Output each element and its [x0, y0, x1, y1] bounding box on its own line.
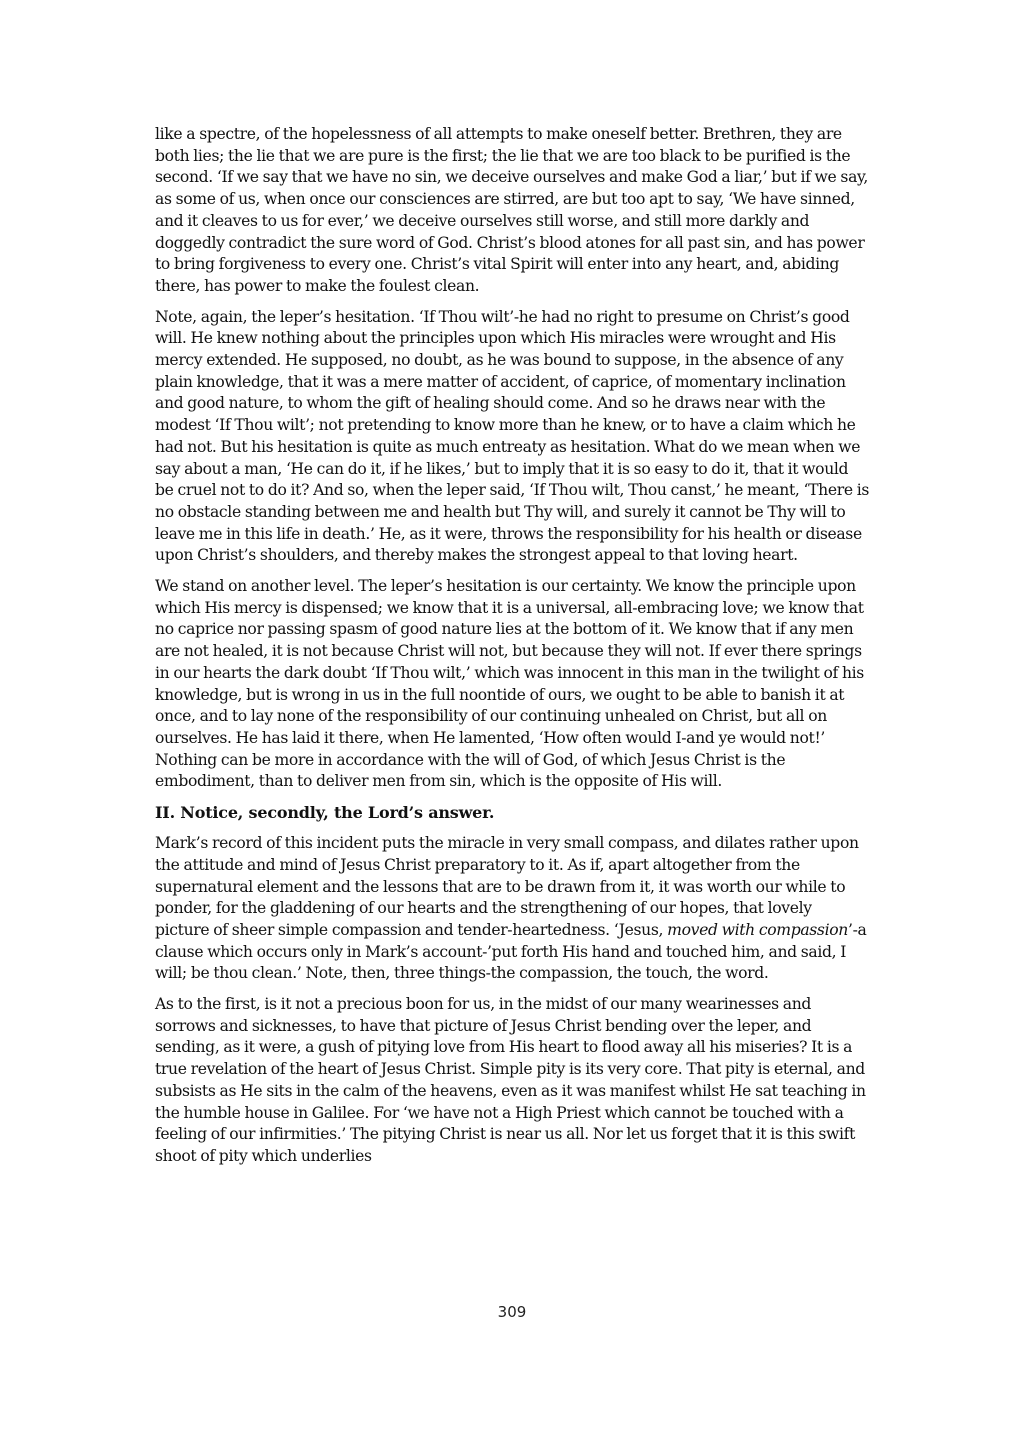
paragraph-5: As to the first, is it not a precious boon for us, in the midst of our many wearinesses and sorrows and sicknesses, to have that picture of Jesus Christ bending over the leper, and sending, as it were, a gush of pitying love from His heart to flood away all his miseries? It is a true revelation of the heart of Jesus Christ. Simple pity is its very core. That pity is eternal, and subsists as He sits in the calm of the heavens, even as it was manifest whilst He sat teaching in the humble house in Galilee. For ‘we have not a High Priest which cannot be touched with a feeling of our infirmities.’ The pitying Christ is near us all. Nor let us forget that it is this swift shoot of pity which underlies: [155, 995, 866, 1165]
paragraph-4-text-end: ’-a clause which occurs only in Mark’s account-’put forth His hand and touched him, and said, I will; be thou clean.’ Note, then, three things-the compassion, the touch, the word.: [155, 920, 867, 983]
paragraph-2: Note, again, the leper’s hesitation. ‘If Thou wilt’-he had no right to presume on Christ’s good will. He knew nothing about the principles upon which His miracles were wrought and His mercy extended. He supposed, no doubt, as he was bound to suppose, in the absence of any plain knowledge, that it was a mere matter of accident, of caprice, of momentary inclination and good nature, to whom the gift of healing should come. And so he draws near with the modest ‘If Thou wilt’; not pretending to know more than he knew, or to have a claim which he had not. But his hesitation is quite as much entreaty as hesitation. What do we mean when we say about a man, ‘He can do it, if he likes,’ but to imply that it is so easy to do it, that it would be cruel not to do it? And so, when the leper said, ‘If Thou wilt, Thou canst,’ he meant, ‘There is no obstacle standing between me and health but Thy will, and surely it cannot be Thy will to leave me in this life in death.’ He, as it were, throws the responsibility for his health or disease upon Christ’s shoulders, and thereby makes the strongest appeal to that loving heart.: [155, 307, 870, 565]
paragraph-4-italic-phrase: moved with compassion: [667, 920, 848, 939]
paragraph-3: We stand on another level. The leper’s hesitation is our certainty. We know the principle upon which His mercy is dispensed; we know that it is a universal, all-embracing love; we know that no caprice nor passing spasm of good nature lies at the bottom of it. We know that if any men are not healed, it is not because Christ will not, but because they will not. If ever there springs in our hearts the dark doubt ‘If Thou wilt,’ which was innocent in this man in the twilight of his knowledge, but is wrong in us in the full noontide of ours, we ought to be able to banish it at once, and to lay none of the responsibility of our continuing unhealed on Christ, but all on ourselves. He has laid it there, when He lamented, ‘How often would I-and ye would not!’ Nothing can be more in accordance with the will of God, of which Jesus Christ is the embodiment, than to deliver men from sin, which is the opposite of His will.: [155, 577, 864, 791]
paragraph-4-text-start: Mark’s record of this incident puts the miracle in very small compass, and dilates rather upon the attitude and mind of Jesus Christ preparatory to it. As if, apart altogether from the supernatural element and the lessons that are to be drawn from it, it was worth our while to ponder, for the gladdening of our hearts and the strengthening of our hopes, that lovely picture of sheer simple compassion and tender-heartedness. ‘Jesus,: [155, 834, 859, 939]
section-heading: II. Notice, secondly, the Lord’s answer.: [155, 803, 495, 823]
paragraph-1: like a spectre, of the hopelessness of all attempts to make oneself better. Brethren, they are both lies; the lie that we are pure is the first; the lie that we are too black to be purified is the second. ‘If we say that we have no sin, we deceive ourselves and make God a liar,’ but if we say, as some of us, when once our consciences are stirred, are but too apt to say, ‘We have sinned, and it cleaves to us for ever,’ we deceive ourselves still worse, and still more darkly and doggedly contradict the sure word of God. Christ’s blood atones for all past sin, and has power to bring forgiveness to every one. Christ’s vital Spirit will enter into any heart, and, abiding there, has power to make the foulest clean.: [155, 125, 869, 295]
paragraph-4: [155, 833, 869, 985]
page-number: 309: [497, 1303, 527, 1321]
document-body: [155, 124, 869, 1177]
